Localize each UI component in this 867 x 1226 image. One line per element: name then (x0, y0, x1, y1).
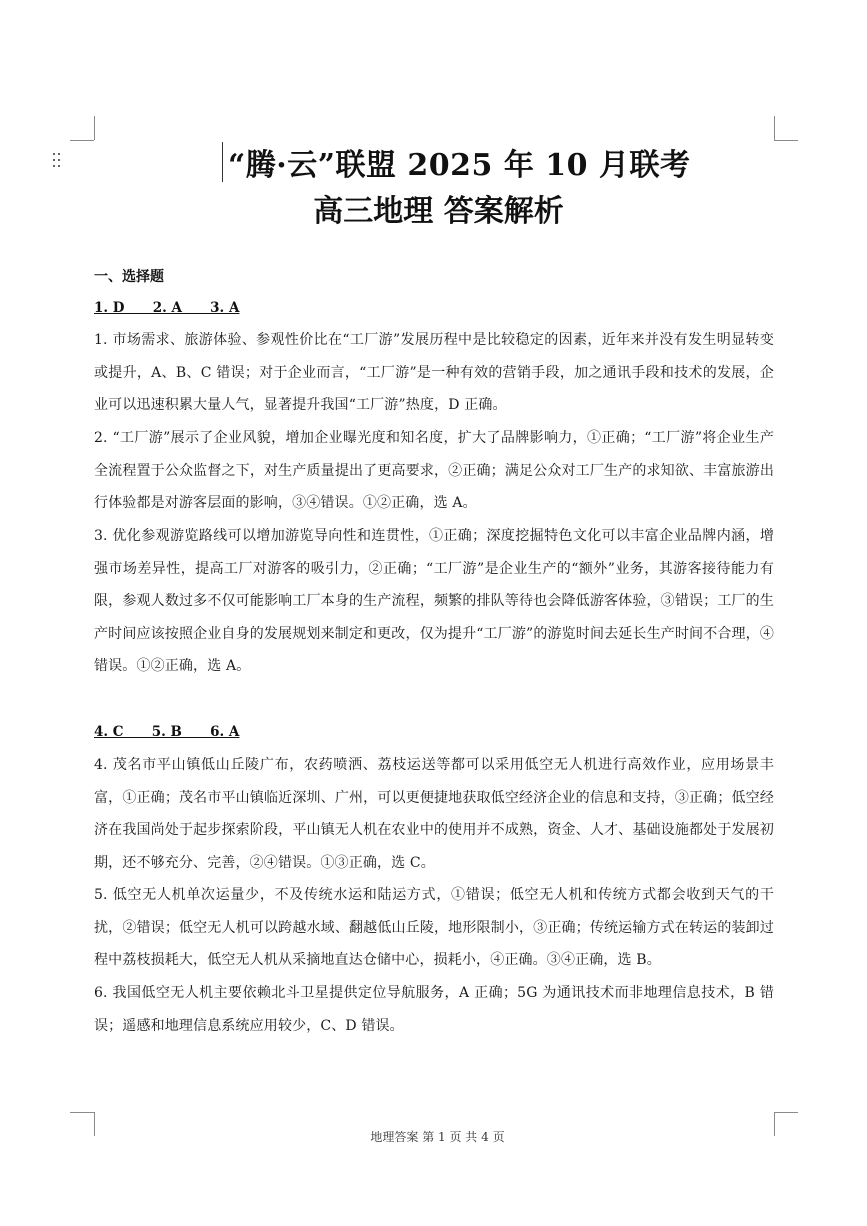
drag-handle-icon[interactable] (52, 152, 62, 168)
explanation-q3: 3. 优化参观游览路线可以增加游览导向性和连贯性，①正确；深度挖掘特色文化可以丰富企业品牌内涵，增强市场差异性，提高工厂对游客的吸引力，②正确；“工厂游”是企业生产的“额外”业务，其游客接待能力有限，参观人数过多不仅可能影响工厂本身的生产流程，频繁的排队等待也会降低游客体验，③错误；工厂的生产时间应该按照企业自身的发展规划来制定和更改，仅为提升“工厂游”的游览时间去延长生产时间不合理，④错误。①②正确，选 A。 (94, 528, 774, 674)
explanation-q2: 2. “工厂游”展示了企业风貌，增加企业曝光度和知名度，扩大了品牌影响力，①正确；“工厂游”将企业生产全流程置于公众监督之下，对生产质量提出了更高要求，②正确；满足公众对工厂生产的求知欲、丰富旅游出行体验都是对游客层面的影响，③④错误。①②正确，选 A。 (94, 430, 774, 511)
answer-key-4-6: 4. C 5. B 6. A (94, 724, 240, 740)
explanation-q1: 1. 市场需求、旅游体验、参观性价比在“工厂游”发展历程中是比较稳定的因素，近年来并没有发生明显转变或提升，A、B、C 错误；对于企业而言，“工厂游”是一种有效的营销手段，加之通讯手段和技术的发展，企业可以迅速积累大量人气，显著提升我国“工厂游”热度，D 正确。 (94, 332, 774, 413)
page-footer: 地理答案 第 1 页 共 4 页 (370, 1130, 505, 1144)
answer-key-1-3: 1. D 2. A 3. A (94, 300, 240, 316)
text-cursor (222, 142, 223, 182)
document-title: “腾·云”联盟 2025 年 10 月联考 (228, 148, 691, 183)
explanation-q4: 4. 茂名市平山镇低山丘陵广布，农药喷洒、荔枝运送等都可以采用低空无人机进行高效作业，应用场景丰富，①正确；茂名市平山镇临近深圳、广州，可以更便捷地获取低空经济企业的信息和支持，③正确；低空经济在我国尚处于起步探索阶段，平山镇无人机在农业中的使用并不成熟，资金、人才、基础设施都处于发展初期，还不够充分、完善，②④错误。①③正确，选 C。 (94, 757, 774, 871)
explanation-q5: 5. 低空无人机单次运量少，不及传统水运和陆运方式，①错误；低空无人机和传统方式都会收到天气的干扰，②错误；低空无人机可以跨越水域、翻越低山丘陵，地形限制小，③正确；传统运输方式在转运的装卸过程中荔枝损耗大，低空无人机从采摘地直达仓储中心，损耗小，④正确。③④正确，选 B。 (94, 887, 774, 968)
document-subtitle: 高三地理 答案解析 (313, 194, 564, 229)
section-heading: 一、选择题 (94, 269, 164, 285)
explanation-q6: 6. 我国低空无人机主要依赖北斗卫星提供定位导航服务，A 正确；5G 为通讯技术而非地理信息技术，B 错误；遥感和地理信息系统应用较少，C、D 错误。 (94, 985, 774, 1034)
